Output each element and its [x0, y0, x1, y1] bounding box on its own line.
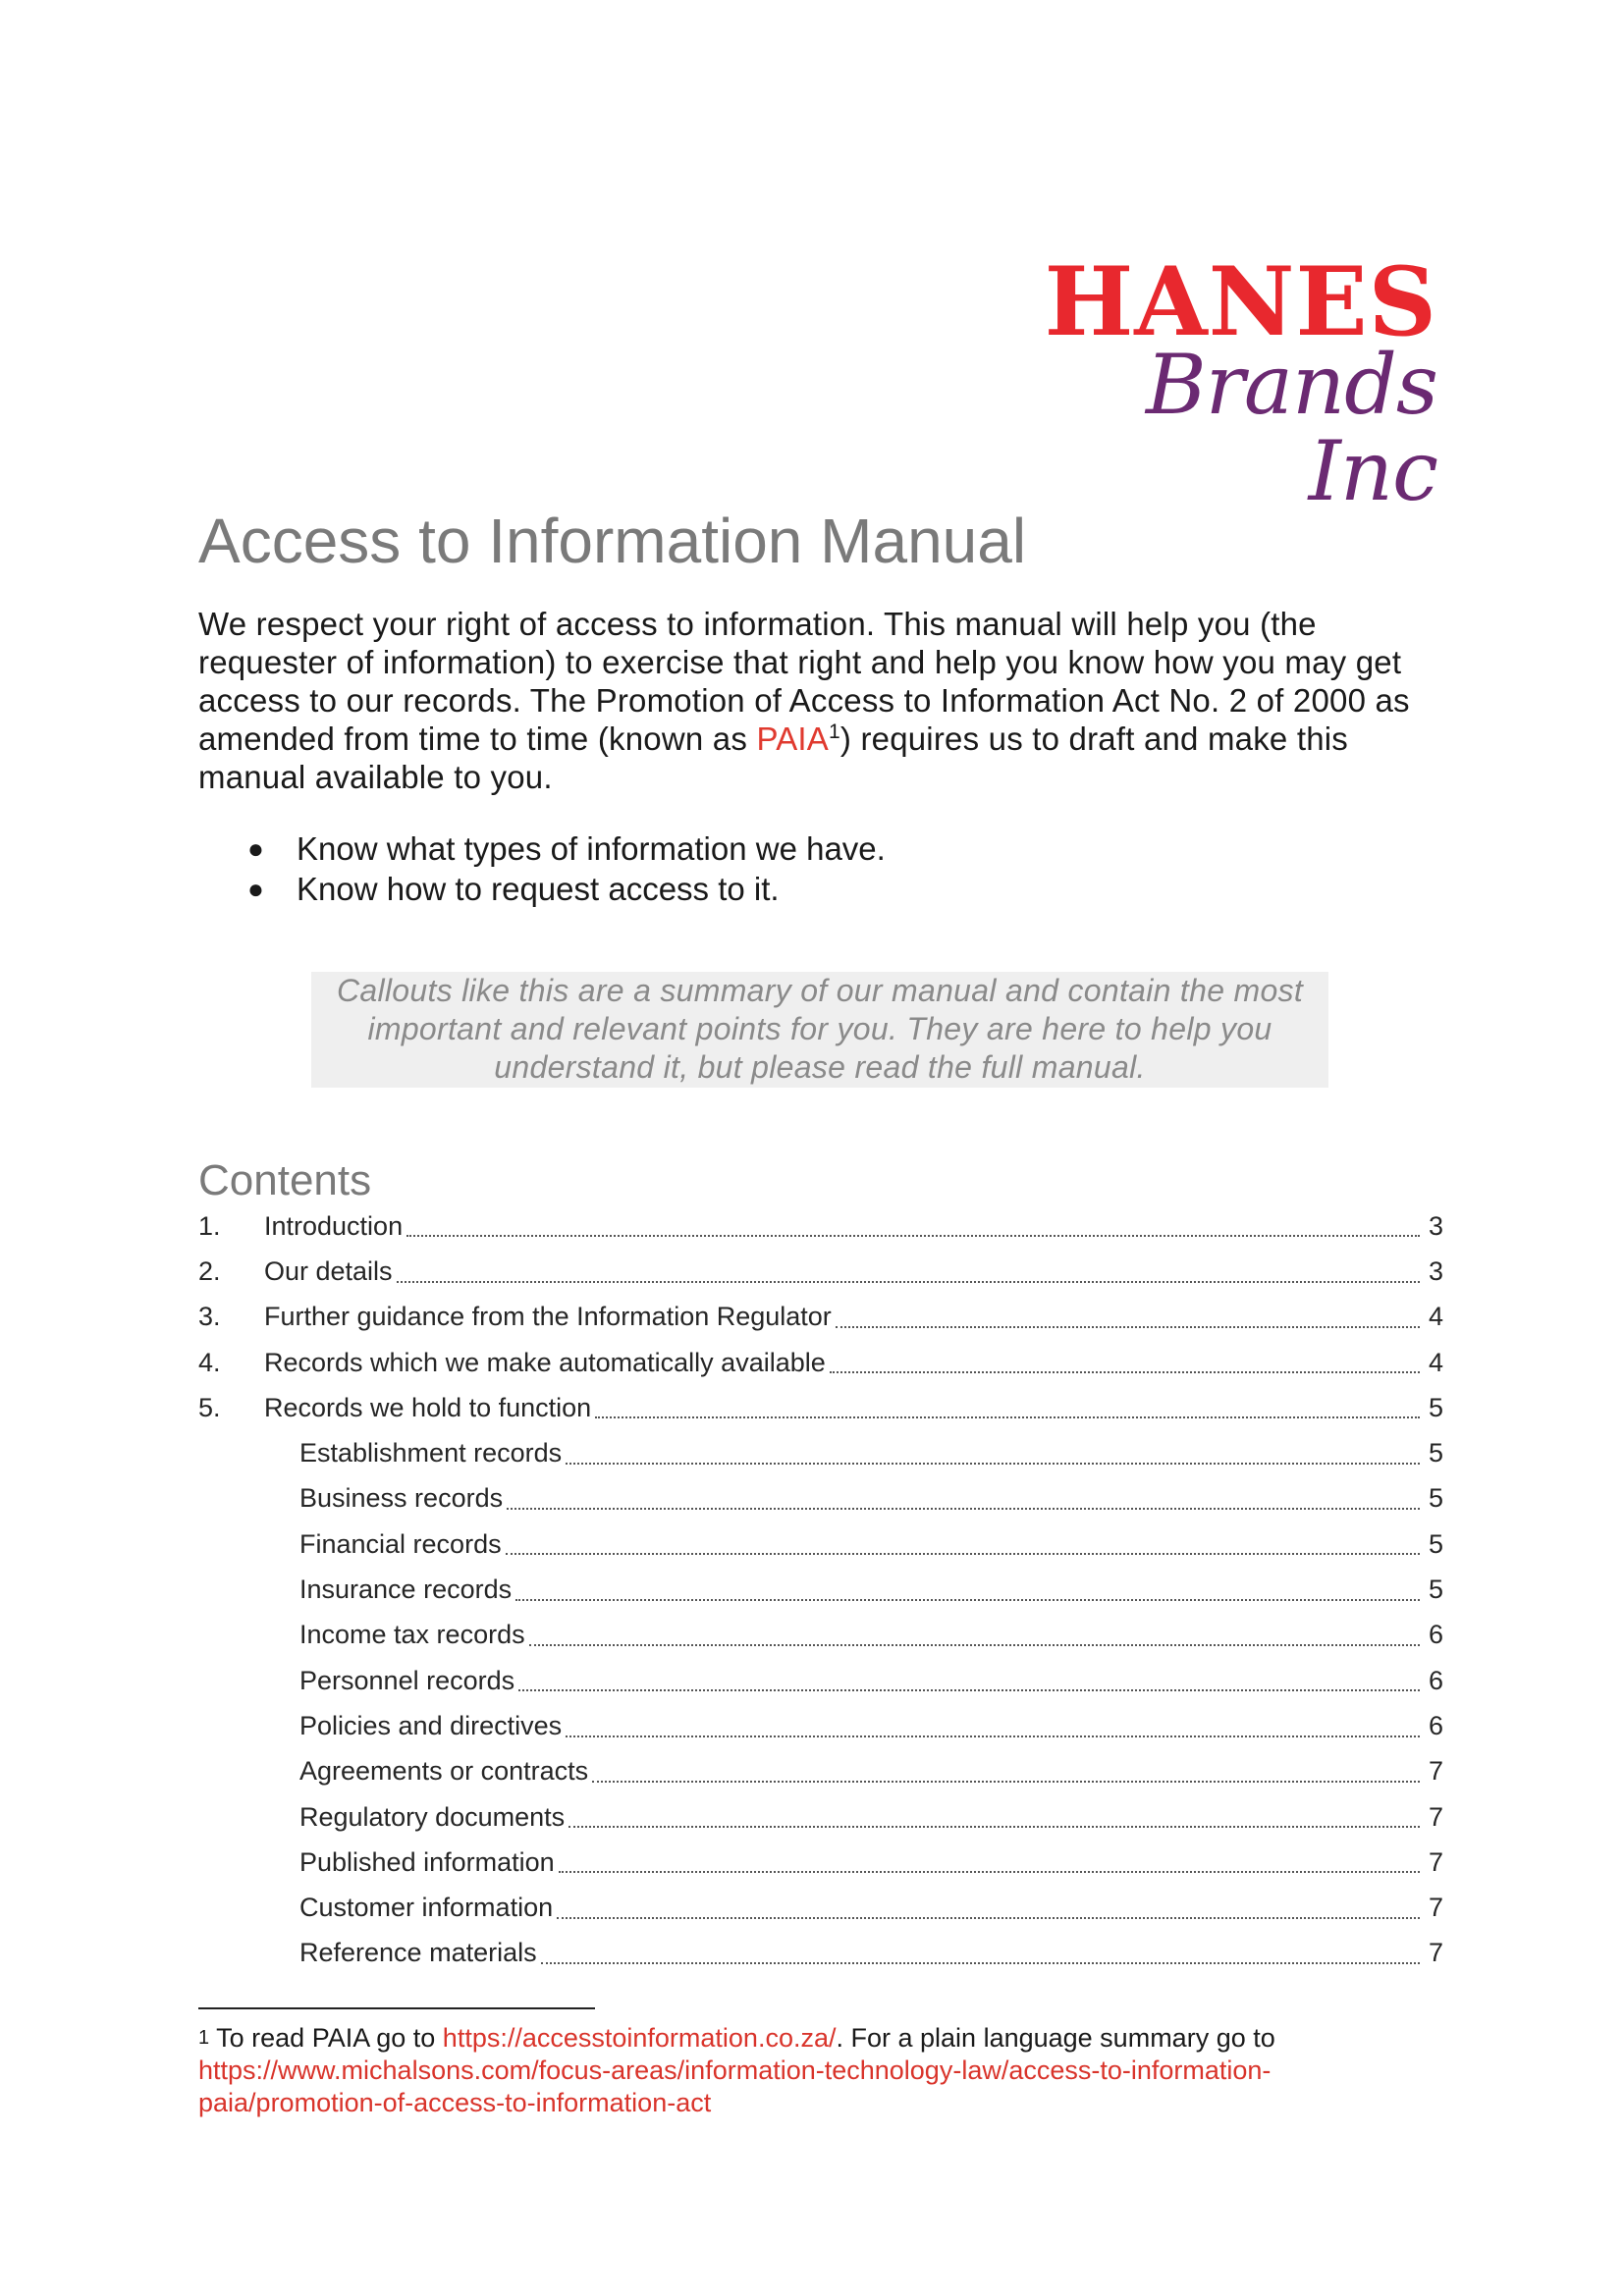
- callout-line: understand it, but please read the full manual.: [494, 1049, 1146, 1085]
- intro-paragraph: [198, 605, 1435, 796]
- toc-leader: [592, 1781, 1420, 1783]
- toc-leader: [566, 1735, 1420, 1737]
- toc-leader: [507, 1508, 1420, 1510]
- contents-heading: Contents: [198, 1156, 372, 1204]
- bullet-list: [198, 828, 886, 909]
- paia-link[interactable]: https://accesstoinformation.co.za/: [442, 2023, 837, 2053]
- toc-leader: [541, 1962, 1420, 1964]
- footnote-text: . For a plain language summary go to: [836, 2023, 1275, 2053]
- toc-leader: [830, 1371, 1420, 1373]
- toc-label: Reference materials: [299, 1938, 537, 1968]
- toc-label: Further guidance from the Information Regulator: [264, 1302, 832, 1332]
- michalsons-link[interactable]: https://www.michalsons.com/focus-areas/information-technology-law/access-to-information-paia/promotion-of-access-to-information-act: [198, 2056, 1272, 2117]
- toc-entry-introduction[interactable]: [198, 1203, 1443, 1249]
- bullet-item: [198, 869, 886, 909]
- toc-entry-records-available[interactable]: [198, 1340, 1443, 1385]
- toc-label: Customer information: [299, 1893, 554, 1923]
- toc-page-number: 7: [1428, 1756, 1443, 1787]
- bullet-icon: ●: [247, 874, 264, 904]
- toc-leader: [557, 1917, 1420, 1919]
- toc-number: 1.: [198, 1210, 221, 1241]
- bullet-text: Know how to request access to it.: [297, 871, 780, 907]
- toc-label: Financial records: [299, 1528, 502, 1559]
- toc-label: Agreements or contracts: [299, 1756, 589, 1787]
- toc-number: 4.: [198, 1347, 221, 1377]
- bullet-icon: ●: [247, 833, 264, 864]
- toc-label: Published information: [299, 1846, 555, 1877]
- toc-leader: [518, 1689, 1420, 1691]
- toc-leader: [506, 1553, 1420, 1555]
- toc-page-number: 5: [1428, 1392, 1443, 1422]
- toc-subentry[interactable]: [198, 1613, 1443, 1658]
- logo-brands-inc: Brands Inc: [1146, 337, 1437, 519]
- toc-subentry[interactable]: [198, 1840, 1443, 1885]
- page-title: Access to Information Manual: [198, 506, 1027, 576]
- bullet-text: Know what types of information we have.: [297, 830, 886, 867]
- toc-label: Introduction: [264, 1210, 404, 1241]
- paia-term: PAIA: [756, 721, 829, 757]
- callout-line: Callouts like this are a summary of our manual and contain the most: [336, 973, 1304, 1008]
- toc-leader: [566, 1463, 1420, 1465]
- toc-subentry[interactable]: [198, 1658, 1443, 1703]
- toc-label: Records which we make automatically available: [264, 1347, 826, 1377]
- company-logo: [1015, 246, 1437, 519]
- toc-page-number: 7: [1428, 1801, 1443, 1832]
- toc-page-number: 3: [1428, 1255, 1443, 1286]
- footnote-number: 1: [198, 2027, 210, 2049]
- toc-number: 3.: [198, 1302, 221, 1332]
- toc-leader: [406, 1235, 1420, 1237]
- toc-label: Establishment records: [299, 1438, 563, 1468]
- toc-entry-records-we-hold[interactable]: [198, 1385, 1443, 1430]
- toc-label: Policies and directives: [299, 1710, 563, 1740]
- toc-leader: [529, 1644, 1420, 1646]
- toc-label: Personnel records: [299, 1665, 515, 1695]
- callout-line: important and relevant points for you. They are here to help you: [367, 1011, 1272, 1046]
- toc-page-number: 6: [1428, 1665, 1443, 1695]
- summary-callout: [311, 972, 1328, 1088]
- intro-text-start: We respect your right of access to information. This manual will help you (the requester of information) to exercise that right and help you know how you may get access to our records. The Promotion of Access to Information Act No. 2 of 2000 as amended from time to time (known as: [198, 606, 1410, 757]
- toc-label: Income tax records: [299, 1620, 525, 1650]
- toc-page-number: 4: [1428, 1302, 1443, 1332]
- toc-leader: [568, 1826, 1420, 1828]
- toc-entry-further-guidance[interactable]: [198, 1295, 1443, 1340]
- footnote-ref[interactable]: 1: [829, 721, 840, 743]
- toc-subentry[interactable]: [198, 1430, 1443, 1475]
- footnote-text: To read PAIA go to: [209, 2023, 443, 2053]
- toc-subentry[interactable]: [198, 1794, 1443, 1840]
- toc-page-number: 7: [1428, 1846, 1443, 1877]
- toc-page-number: 3: [1428, 1210, 1443, 1241]
- intro-text-end: ) requires us to draft and make this manual available to you.: [198, 721, 1348, 795]
- toc-label: Business records: [299, 1483, 504, 1514]
- toc-page-number: 5: [1428, 1483, 1443, 1514]
- toc-entry-our-details[interactable]: [198, 1249, 1443, 1294]
- toc-page-number: 5: [1428, 1438, 1443, 1468]
- toc-number: 5.: [198, 1392, 221, 1422]
- toc-subentry[interactable]: [198, 1931, 1443, 1976]
- toc-label: Our details: [264, 1255, 393, 1286]
- toc-page-number: 7: [1428, 1893, 1443, 1923]
- toc-page-number: 5: [1428, 1528, 1443, 1559]
- toc-label: Regulatory documents: [299, 1801, 566, 1832]
- toc-subentry[interactable]: [198, 1749, 1443, 1794]
- toc-leader: [595, 1416, 1420, 1418]
- toc-page-number: 6: [1428, 1710, 1443, 1740]
- toc-leader: [836, 1326, 1420, 1328]
- toc-page-number: 6: [1428, 1620, 1443, 1650]
- bullet-item: [198, 828, 886, 869]
- toc-leader: [559, 1871, 1420, 1873]
- toc-subentry[interactable]: [198, 1567, 1443, 1612]
- footnote: [198, 2022, 1445, 2119]
- table-of-contents: [198, 1203, 1443, 1976]
- toc-subentry[interactable]: [198, 1703, 1443, 1748]
- toc-leader: [397, 1281, 1420, 1283]
- toc-number: 2.: [198, 1255, 221, 1286]
- toc-label: Insurance records: [299, 1575, 513, 1605]
- toc-subentry[interactable]: [198, 1476, 1443, 1522]
- toc-leader: [515, 1599, 1420, 1601]
- toc-page-number: 4: [1428, 1347, 1443, 1377]
- logo-hanes: HANES: [1044, 246, 1437, 357]
- footnote-divider: [198, 2007, 595, 2009]
- toc-subentry[interactable]: [198, 1522, 1443, 1567]
- toc-page-number: 7: [1428, 1938, 1443, 1968]
- toc-subentry[interactable]: [198, 1885, 1443, 1930]
- toc-page-number: 5: [1428, 1575, 1443, 1605]
- toc-label: Records we hold to function: [264, 1392, 592, 1422]
